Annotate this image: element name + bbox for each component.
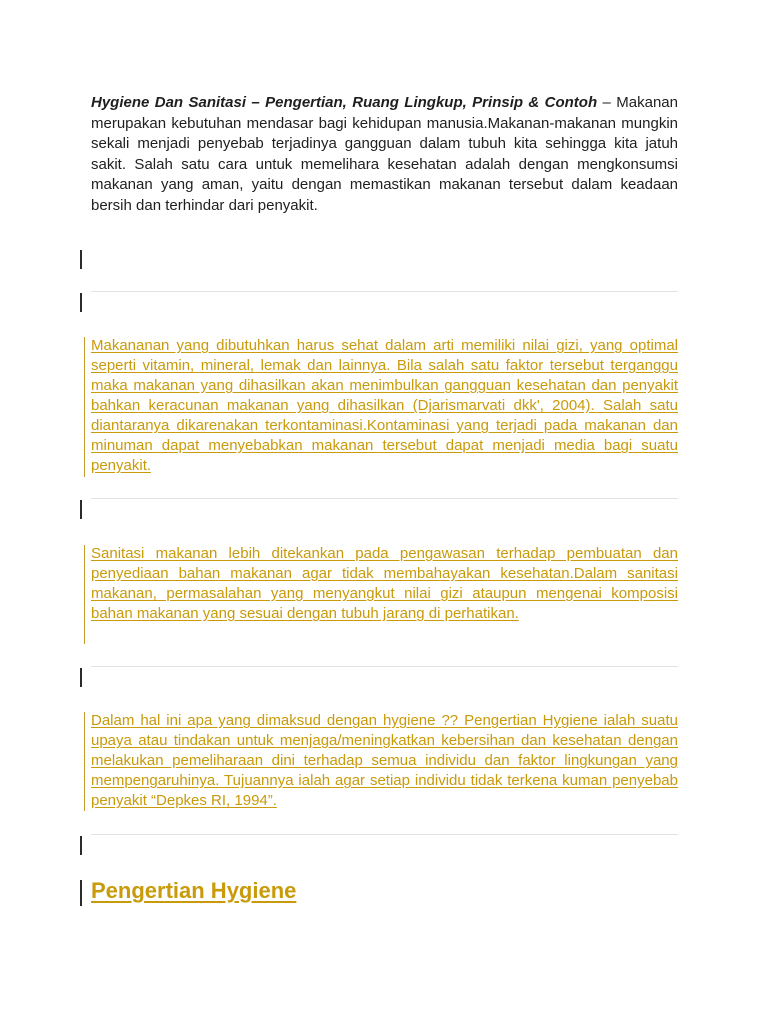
quote-bar <box>84 712 85 811</box>
intro-paragraph <box>91 93 678 216</box>
text-cursor-marker <box>80 293 82 312</box>
intro-dash: – <box>597 94 617 111</box>
text-cursor-marker <box>80 668 82 687</box>
text-cursor-marker <box>80 500 82 519</box>
text-cursor-marker <box>80 880 82 906</box>
divider <box>91 834 678 835</box>
paragraph-link[interactable]: Makananan yang dibutuhkan harus sehat dalam arti memiliki nilai gizi, yang optimal seperti vitamin, mineral, lemak dan lainnya. Bila salah satu faktor tersebut terganggu maka makanan yang dihasilkan akan menimbulkan gangguan kesehatan dan penyakit bahkan keracunan makanan yang dihasilkan (Djarismarvati dkk', 2004). Salah satu diantaranya dikarenakan terkontaminasi.Kontaminasi yang terjadi pada makanan dan minuman dapat menyebabkan makanan tersebut dapat menjadi media bagi suatu penyakit. <box>91 337 678 474</box>
text-cursor-marker <box>80 250 82 269</box>
divider <box>91 498 678 499</box>
text-cursor-marker <box>80 836 82 855</box>
divider <box>91 291 678 292</box>
divider <box>91 666 678 667</box>
paragraph-link[interactable]: Sanitasi makanan lebih ditekankan pada pengawasan terhadap pembuatan dan penyediaan bahan makanan agar tidak membahayakan kesehatan.Dalam sanitasi makanan, permasalahan yang menyangkut nilai gizi ataupun mengenai komposisi bahan makanan yang sesuai dengan tubuh jarang di perhatikan. <box>91 545 678 622</box>
intro-body: Makanan merupakan kebutuhan mendasar bagi kehidupan manusia.Makanan-makanan mungkin sekali menjadi penyebab terjadinya gangguan dalam tubuh kita sehingga kita jatuh sakit. Salah satu cara untuk memelihara kesehatan adalah dengan mengkonsumsi makanan yang aman, yaitu dengan memastikan makanan tersebut dalam keadaan bersih dan terhindar dari penyakit. <box>91 94 678 214</box>
quote-bar <box>84 337 85 477</box>
quote-bar <box>84 545 85 644</box>
section-heading[interactable]: Pengertian Hygiene <box>91 878 297 903</box>
intro-title: Hygiene Dan Sanitasi – Pengertian, Ruang Lingkup, Prinsip & Contoh <box>91 94 598 111</box>
paragraph-link[interactable]: Dalam hal ini apa yang dimaksud dengan hygiene ?? Pengertian Hygiene ialah suatu upaya atau tindakan untuk menjaga/meningkatkan kebersihan dan kesehatan dengan melakukan pemeliharaan dini terhadap semua individu dan faktor lingkungan yang mempengaruhinya. Tujuannya ialah agar setiap individu tidak terkena kuman penyebab penyakit “Depkes RI, 1994”. <box>91 712 678 809</box>
